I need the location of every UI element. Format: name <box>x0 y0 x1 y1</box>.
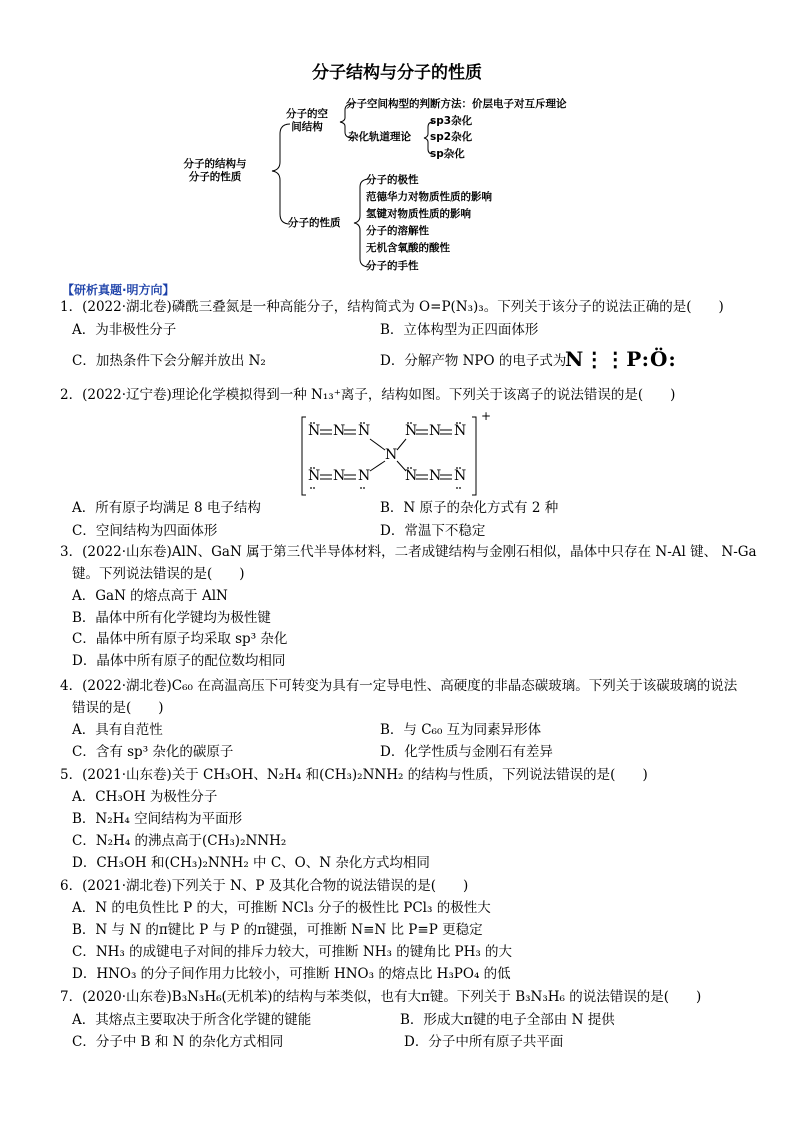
mindmap-item: sp杂化 <box>430 148 465 160</box>
question-stem: 7．(2020·山东卷)B₃N₃H₆(无机苯)的结构与苯类似，也有大π键。下列关于 B₃N₃H₆ 的说法错误的是( ) <box>60 989 702 1005</box>
mindmap-root: 分子的结构与分子的性质 <box>183 158 247 183</box>
option-a: A．具有自范性 <box>72 722 163 738</box>
option-b: B．形成大π键的电子全部由 N 提供 <box>400 1012 615 1028</box>
option-c: C．晶体中所有原子均采取 sp³ 杂化 <box>72 631 288 647</box>
section-title: 【研析真题·明方向】 <box>62 283 175 297</box>
mindmap-branch-spatial: 分子的空间结构 <box>286 108 328 133</box>
ion-charge: + <box>481 409 492 423</box>
option-d: D．分解产物 NPO 的电子式为 <box>380 353 567 369</box>
option-d: D．常温下不稳定 <box>380 523 486 539</box>
option-d: D．HNO₃ 的分子间作用力比较小，可推断 HNO₃ 的熔点比 H₃PO₄ 的低 <box>72 966 511 982</box>
option-c: C．加热条件下会分解并放出 N₂ <box>72 353 266 369</box>
option-a: A．CH₃OH 为极性分子 <box>72 789 218 805</box>
option-b: B．与 C₆₀ 互为同素异形体 <box>380 722 542 738</box>
option-c: C．NH₃ 的成键电子对间的排斥力较大，可推断 NH₃ 的键角比 PH₃ 的大 <box>72 944 513 960</box>
option-a: A．GaN 的熔点高于 AlN <box>72 588 228 604</box>
mindmap-item: 范德华力对物质性质的影响 <box>366 191 492 203</box>
question-stem: 5．(2021·山东卷)关于 CH₃OH、N₂H₄ 和(CH₃)₂NNH₂ 的结构与性质，下列说法错误的是( ) <box>60 767 648 783</box>
atom-n: N <box>429 423 442 439</box>
atom-n: N <box>454 423 467 439</box>
n13-bonds <box>300 415 496 499</box>
option-d: D．分子中所有原子共平面 <box>404 1034 564 1050</box>
mindmap-item: sp3杂化 <box>430 115 473 127</box>
mindmap-item: 氢键对物质性质的影响 <box>366 208 471 220</box>
atom-n: N <box>358 423 371 439</box>
atom-n: N <box>333 423 346 439</box>
mindmap-item: 杂化轨道理论 <box>348 131 411 143</box>
option-b: B．立体构型为正四面体形 <box>380 322 539 338</box>
option-c: C．分子中 B 和 N 的杂化方式相同 <box>72 1034 284 1050</box>
atom-n: N <box>454 468 467 484</box>
page-title: 分子结构与分子的性质 <box>312 63 482 83</box>
question-stem-cont: 错误的是( ) <box>72 700 164 716</box>
option-d: D．CH₃OH 和(CH₃)₂NNH₂ 中 C、O、N 杂化方式均相同 <box>72 855 430 871</box>
option-c: C．N₂H₄ 的沸点高于(CH₃)₂NNH₂ <box>72 833 287 849</box>
atom-n: N <box>308 423 321 439</box>
option-b: B．晶体中所有化学键均为极性键 <box>72 610 271 626</box>
option-b: B．N 原子的杂化方式有 2 种 <box>380 500 559 516</box>
question-stem: 1．(2022·湖北卷)磷酰三叠氮是一种高能分子，结构简式为 O=P(N₃)₃。下列关于该分子的说法正确的是( ) <box>60 299 724 315</box>
option-a: A．为非极性分子 <box>72 322 177 338</box>
mindmap-item: sp2杂化 <box>430 131 473 143</box>
mindmap-item: 分子的手性 <box>366 260 419 272</box>
lewis-structure-npo: N⋮⋮P:Ö: <box>565 347 677 371</box>
option-b: B．N 与 N 的π键比 P 与 P 的π键强，可推断 N≡N 比 P≡P 更稳定 <box>72 922 483 938</box>
atom-n: N <box>358 468 371 484</box>
atom-n: N <box>308 468 321 484</box>
option-c: C．含有 sp³ 杂化的碳原子 <box>72 744 234 760</box>
option-b: B．N₂H₄ 空间结构为平面形 <box>72 811 243 827</box>
atom-n: N <box>405 468 418 484</box>
question-stem: 3．(2022·山东卷)AlN、GaN 属于第三代半导体材料，二者成键结构与金刚石相似，晶体中只存在 N-Al 键、 N-Ga <box>60 544 757 560</box>
option-a: A．所有原子均满足 8 电子结构 <box>72 500 261 516</box>
mindmap-item: 分子的极性 <box>366 174 419 186</box>
mindmap-item: 分子的溶解性 <box>366 225 429 237</box>
mindmap-item: 分子空间构型的判断方法：价层电子对互斥理论 <box>346 98 567 110</box>
mindmap-item: 无机含氧酸的酸性 <box>366 242 450 254</box>
option-a: A．其熔点主要取决于所含化学键的键能 <box>72 1012 312 1028</box>
question-stem: 4．(2022·湖北卷)C₆₀ 在高温高压下可转变为具有一定导电性、高硬度的非晶态碳玻璃。下列关于该碳玻璃的说法 <box>60 678 738 694</box>
atom-n: N <box>429 468 442 484</box>
atom-n: N <box>333 468 346 484</box>
question-stem-cont: 键。下列说法错误的是( ) <box>72 566 245 582</box>
option-d: D．晶体中所有原子的配位数均相同 <box>72 653 286 669</box>
mindmap-branch-properties: 分子的性质 <box>288 217 341 229</box>
question-stem: 2．(2022·辽宁卷)理论化学模拟得到一种 N₁₃⁺离子，结构如图。下列关于该离子的说法错误的是( ) <box>60 387 676 403</box>
option-a: A．N 的电负性比 P 的大，可推断 NCl₃ 分子的极性比 PCl₃ 的极性大 <box>72 900 491 916</box>
option-c: C．空间结构为四面体形 <box>72 523 218 539</box>
n13-structure <box>300 409 496 499</box>
question-stem: 6．(2021·湖北卷)下列关于 N、P 及其化合物的说法错误的是( ) <box>60 878 469 894</box>
option-d: D．化学性质与金刚石有差异 <box>380 744 553 760</box>
atom-n: N <box>405 423 418 439</box>
atom-n-center: N <box>385 447 398 463</box>
